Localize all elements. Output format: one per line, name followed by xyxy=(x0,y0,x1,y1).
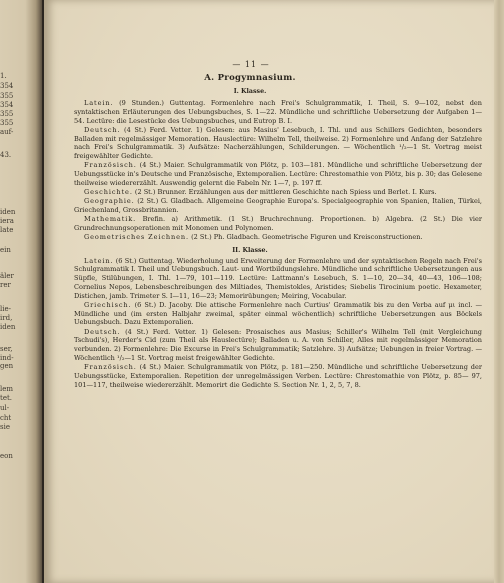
subject-description: (4 St.) Ferd. Vetter. 1) Gelesen: aus Masius' Lesebuch, I. Thl. und aus Schillers Gedichten, besonders Balladen mit regelmässiger Memoration. Hauslectüre: Wilhelm Tell, theilweise. 2) Formenlehre und Anfang der Satzlehre nach Frei's Schulgrammatik. 3) Aufsätze: Nacherzählungen, Schilderungen. — Wöchentlich ¹/₂—1 St. Vortrag meist freigewählter Gedichte. xyxy=(74,125,482,160)
left-margin-fragment: late xyxy=(0,226,14,234)
subject-name: Deutsch. xyxy=(84,125,121,134)
subject-name: Französisch. xyxy=(84,363,137,371)
subject-paragraph xyxy=(74,233,482,242)
subject-name: Geometrisches Zeichnen. xyxy=(84,233,190,242)
subject-name: Geschichte. xyxy=(84,188,133,196)
left-margin-fragment: ul- xyxy=(0,404,10,412)
left-margin-fragment: iera xyxy=(0,217,14,225)
subject-paragraph xyxy=(74,257,482,301)
left-margin-fragment: sie xyxy=(0,423,10,431)
left-page-fragments xyxy=(0,0,44,583)
subject-paragraph xyxy=(74,363,482,389)
left-margin-fragment: ein xyxy=(0,246,11,254)
left-margin-fragment: ind- xyxy=(0,354,14,362)
class-heading-2: II. Klasse. xyxy=(232,246,268,254)
subject-description: (6 St.) Guttentag. Wiederholung und Erweiterung der Formenlehre und der syntaktischen Regeln nach Frei's Schulgrammatik I. Theil und Uebungsbuch. Laut- und Wortbildungslehre. Mündliche und schriftliche Uebersetzungen aus Süpfle, Stilübungen, I. Thl. 1—79, 101—119. Lectüre: Lattmann's Lesebuch, S. 1—10, 20—34, 40—43, 106—108; Cornelius Nepos, Lebensbeschreibungen des Miltiades, Themistokles, Aristides; Siebelis Tirocinium poetic. Hexameter, Distichen, jamb. Trimeter S. I—11, 16—23; Memorirübungen; Meiring, Vocabular. xyxy=(74,256,482,300)
left-margin-fragment: 43. xyxy=(0,151,12,159)
subject-paragraph xyxy=(74,188,482,197)
left-margin-fragment: cht xyxy=(0,414,12,422)
left-margin-fragment: eon xyxy=(0,452,13,460)
subject-description: Brefin. a) Arithmetik. (1 St.) Bruchrechnung. Proportionen. b) Algebra. (2 St.) Die vier Grundrechnungsoperationen mit Monomen und Polynomen. xyxy=(74,215,482,232)
left-margin-fragment: 354 xyxy=(0,101,14,109)
class-heading-1: I. Klasse. xyxy=(233,88,267,95)
subject-description: (4 St.) Ferd. Vetter. 1) Gelesen: Prosaisches aus Masius; Schiller's Wilhelm Tell (mit Vergleichung Tschudi's), Herder's Cid (zum Theil als Hauslectüre); Balladen u. A. von Schiller, Alles mit regelmässiger Memoration verbunden. 2) Formenlehre: Die Excurse in Frei's Schulgrammatik; Satzlehre. 3) Aufsätze; Uebungen in freier Vortrag. — Wöchentlich ¹/₂—1 St. Vortrag meist freigewählter Gedichte. xyxy=(74,327,482,362)
section-title: A. Progymnasium. xyxy=(204,73,296,83)
subject-description: (6 St.) D. Jacoby. Die attische Formenlehre nach Curtius' Grammatik bis zu den Verba auf μι incl. — Mündliche und (im ersten Halbjahr zweimal, später einmal wöchentlich) schriftliche Uebersetzungen aus Böckels Uebungsbuch. Dazu Extemporalien. xyxy=(74,300,482,327)
left-margin-fragment: tet. xyxy=(0,394,12,402)
left-margin-fragment: lem xyxy=(0,385,14,393)
left-margin-fragment: rer xyxy=(0,281,11,289)
page-number: — 11 — xyxy=(232,60,270,69)
left-margin-fragment: iden xyxy=(0,323,16,331)
left-margin-fragment: ser, xyxy=(0,345,13,353)
subject-paragraph xyxy=(74,197,482,215)
subject-name: Latein. xyxy=(84,256,114,265)
subject-description: (2 St.) Ph. Gladbach. Geometrische Figuren und Kreisconstructionen. xyxy=(189,233,423,242)
left-margin-fragment: 355 xyxy=(0,110,14,118)
subject-paragraph xyxy=(74,126,482,161)
subject-description: (2 St.) G. Gladbach. Allgemeine Geographie Europa's. Specialgeographie von Spanien, Italien, Türkei, Griechenland, Grossbritannien. xyxy=(74,197,482,214)
subject-name: Französisch. xyxy=(84,161,137,170)
subject-paragraph xyxy=(74,99,482,125)
left-margin-fragment: ird, xyxy=(0,314,13,322)
left-margin-fragment: 355 xyxy=(0,119,14,127)
subject-paragraph xyxy=(74,161,482,187)
subject-name: Mathematik. xyxy=(84,215,137,224)
subject-name: Geographie. xyxy=(84,197,135,206)
subject-paragraph xyxy=(74,301,482,327)
subject-name: Deutsch. xyxy=(84,327,121,336)
left-margin-fragment: lie- xyxy=(0,305,11,313)
left-margin-fragment: 355 xyxy=(0,92,14,100)
left-margin-fragment: gen xyxy=(0,362,14,370)
left-margin-fragment: auf- xyxy=(0,128,14,136)
left-margin-fragment: 1. xyxy=(0,72,7,80)
subject-description: (2 St.) Brunner. Erzählungen aus der mittleren Geschichte nach Spiess und Berlet. I. Kurs. xyxy=(132,188,437,196)
subject-description: (9 Stunden.) Guttentag. Formenlehre nach Frei's Schulgrammatik, I. Theil, S. 9—102, nebst den syntaktischen Erläuterungen des Uebungsbuches, S. 1—22. Mündliche und schriftliche Uebersetzung der Aufgaben 1—54. Lectüre: die Lesestücke des Uebungsbuches, und Eutrop B. I. xyxy=(74,99,482,125)
subject-paragraph xyxy=(74,328,482,363)
left-margin-fragment: äler xyxy=(0,272,14,280)
right-page-edge xyxy=(494,0,504,583)
left-margin-fragment: iden xyxy=(0,208,16,216)
left-margin-fragment: 354 xyxy=(0,82,14,90)
subject-description: (4 St.) Maier. Schulgrammatik von Plötz, p. 103—181. Mündliche und schriftliche Uebersetzung der Uebungsstücke in's Deutsche und Französische, Extemporalien. Lectüre: Chrestomathie von Plötz, bis p. 30; das Gelesene theilweise wiedererzählt. Auswendig gelernt die Fabeln Nr. 1—7, p. 197 ff. xyxy=(74,161,482,187)
subject-name: Griechisch. xyxy=(84,300,132,309)
subject-paragraph xyxy=(74,215,482,233)
subject-description: (4 St.) Maier. Schulgrammatik von Plötz, p. 181—250. Mündliche und schriftliche Uebersetzung der Uebungsstücke, Extemporalien. Repetition der unregelmässigen Verben. Lectüre: Chrestomathie von Plötz, p. 85— 97, 101—117, theilweise wiedererzählt. Memorirt die Gedichte S. Section Nr. 1, 2, 5, 7, 8. xyxy=(74,363,482,389)
subject-name: Latein. xyxy=(84,99,114,107)
